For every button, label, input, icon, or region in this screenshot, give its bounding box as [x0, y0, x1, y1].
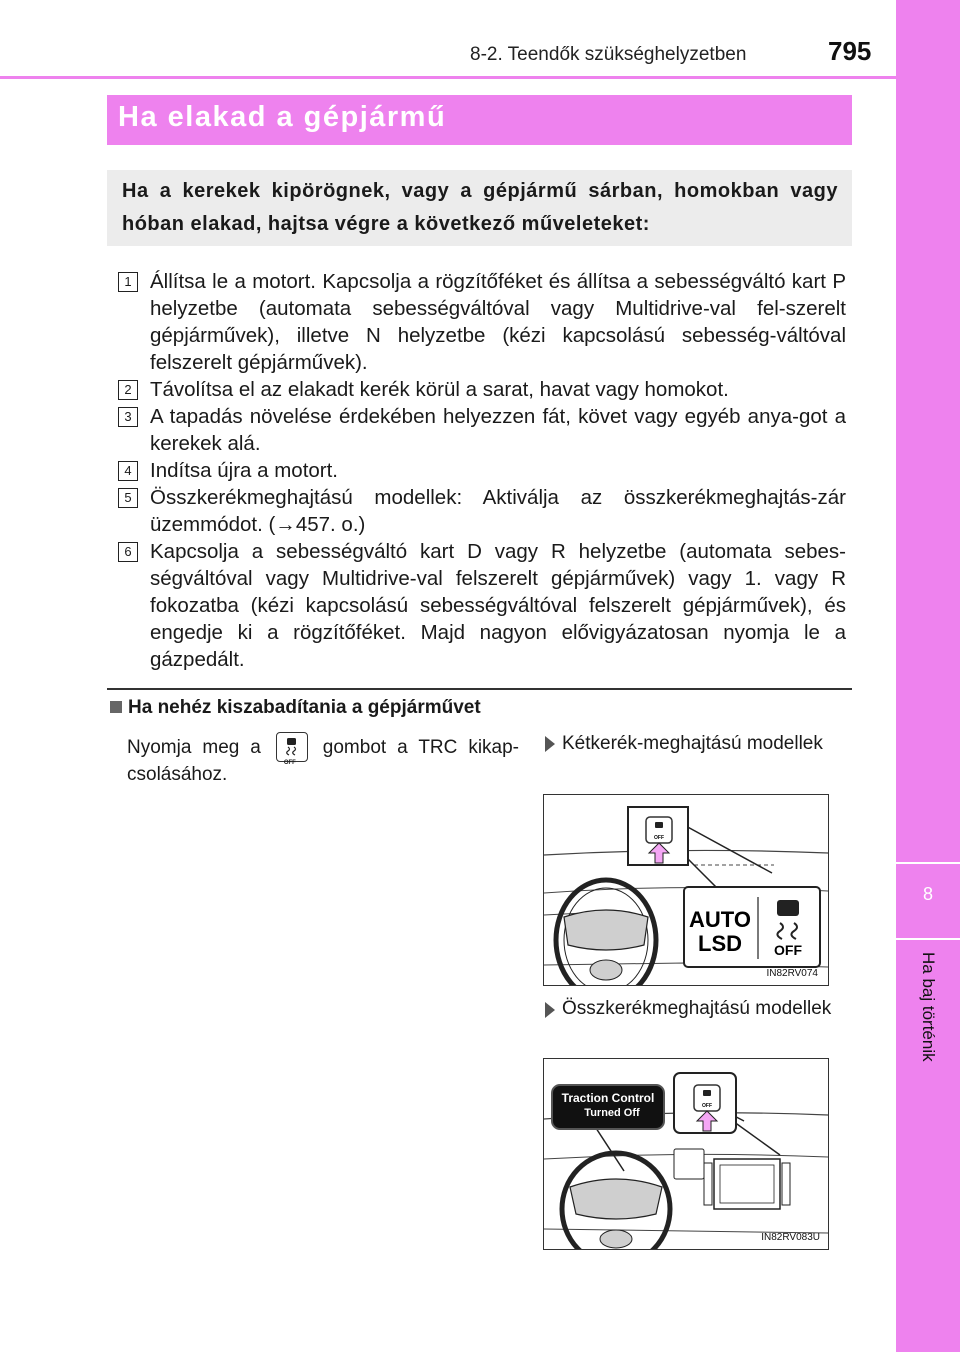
- lsd-label: LSD: [698, 931, 742, 956]
- page-number: 795: [828, 36, 872, 66]
- step-number: 2: [118, 380, 138, 400]
- display-line-2: Turned Off: [584, 1107, 640, 1119]
- step-number: 1: [118, 272, 138, 292]
- header-rule: [0, 76, 896, 79]
- figure-code: IN82RV083U: [761, 1232, 820, 1243]
- small-off-label: OFF: [654, 835, 664, 841]
- intro-text: Ha a kerekek kipörögnek, vagy a gépjármű sárban, homokban vagy hóban elakad, hajtsa végre a következő műveleteket:: [122, 180, 838, 235]
- step-text: A tapadás növelése érdekében helyezzen fát, követ vagy egyéb anya-got a kerekek alá.: [150, 405, 846, 455]
- running-header-chapter: 8-2. Teendők szükséghelyzetben: [470, 44, 747, 65]
- dashboard-illustration: [544, 795, 828, 985]
- figure-label: Összkerékmeghajtású modellek: [562, 998, 832, 1019]
- trc-off-button-icon: [276, 732, 308, 766]
- step-text: Távolítsa el az elakadt kerék körül a sarat, havat vagy homokot.: [150, 378, 729, 401]
- step-text: Összkerékmeghajtású modellek: Aktiválja az összkerékmeghajtás-zár üzemmódot. (→457. o.): [150, 486, 846, 536]
- figure-label: Kétkerék-meghajtású modellek: [562, 733, 823, 754]
- step-number: 4: [118, 461, 138, 481]
- step-text: Indítsa újra a motort.: [150, 459, 339, 482]
- chapter-side-tab: [896, 0, 960, 1352]
- section-title: Ha elakad a gépjármű: [118, 101, 447, 133]
- step-number: 6: [118, 542, 138, 562]
- chapter-number: 8: [922, 884, 933, 904]
- figure-2wd-dashboard: [543, 794, 829, 986]
- section-divider: [107, 688, 852, 690]
- step-number: 5: [118, 488, 138, 508]
- small-off-label: OFF: [702, 1103, 712, 1109]
- figure-4wd-dashboard: [543, 1058, 829, 1250]
- dashboard-illustration: [544, 1059, 828, 1249]
- trc-off-big-label: OFF: [774, 942, 802, 958]
- step-text: Állítsa le a motort. Kapcsolja a rögzítőféket és állítsa a sebességváltó kart P helyzetbe (automata sebességváltóval vagy Multidrive-val fel-szerelt gépjárművek), illetve N helyzetbe (kézi kapcsolású sebesség-váltóval felszerelt gépjárművek).: [150, 270, 846, 374]
- subsection-heading: Ha nehéz kiszabadítania a gépjárművet: [128, 697, 481, 718]
- chapter-label: [896, 952, 960, 1092]
- trc-text-after: gombot a TRC kikap-csolásához.: [127, 737, 520, 785]
- auto-label: AUTO: [689, 907, 751, 932]
- step-text: Kapcsolja a sebességváltó kart D vagy R helyzetbe (automata sebes-ségváltóval vagy Multidrive-val felszerelt gépjárművek) vagy 1. vagy R fokozatba (kézi kapcsolású sebességváltóval felszerelt gépjárművek), és engedje ki a rögzítőféket. Majd nagyon elővigyázatosan nyomja le a gázpedált.: [150, 540, 846, 671]
- triangle-bullet-icon: [545, 736, 555, 752]
- trc-text-before: Nyomja meg a: [127, 737, 261, 758]
- display-line-1: Traction Control: [561, 1091, 655, 1105]
- step-number: 3: [118, 407, 138, 427]
- chapter-label-text: Ha baj történik: [919, 952, 938, 1062]
- bullet-square-icon: [110, 701, 122, 713]
- triangle-bullet-icon: [545, 1002, 555, 1018]
- figure-code: IN82RV074: [766, 968, 818, 979]
- trc-instruction: [127, 732, 519, 788]
- trc-off-label: OFF: [283, 760, 296, 766]
